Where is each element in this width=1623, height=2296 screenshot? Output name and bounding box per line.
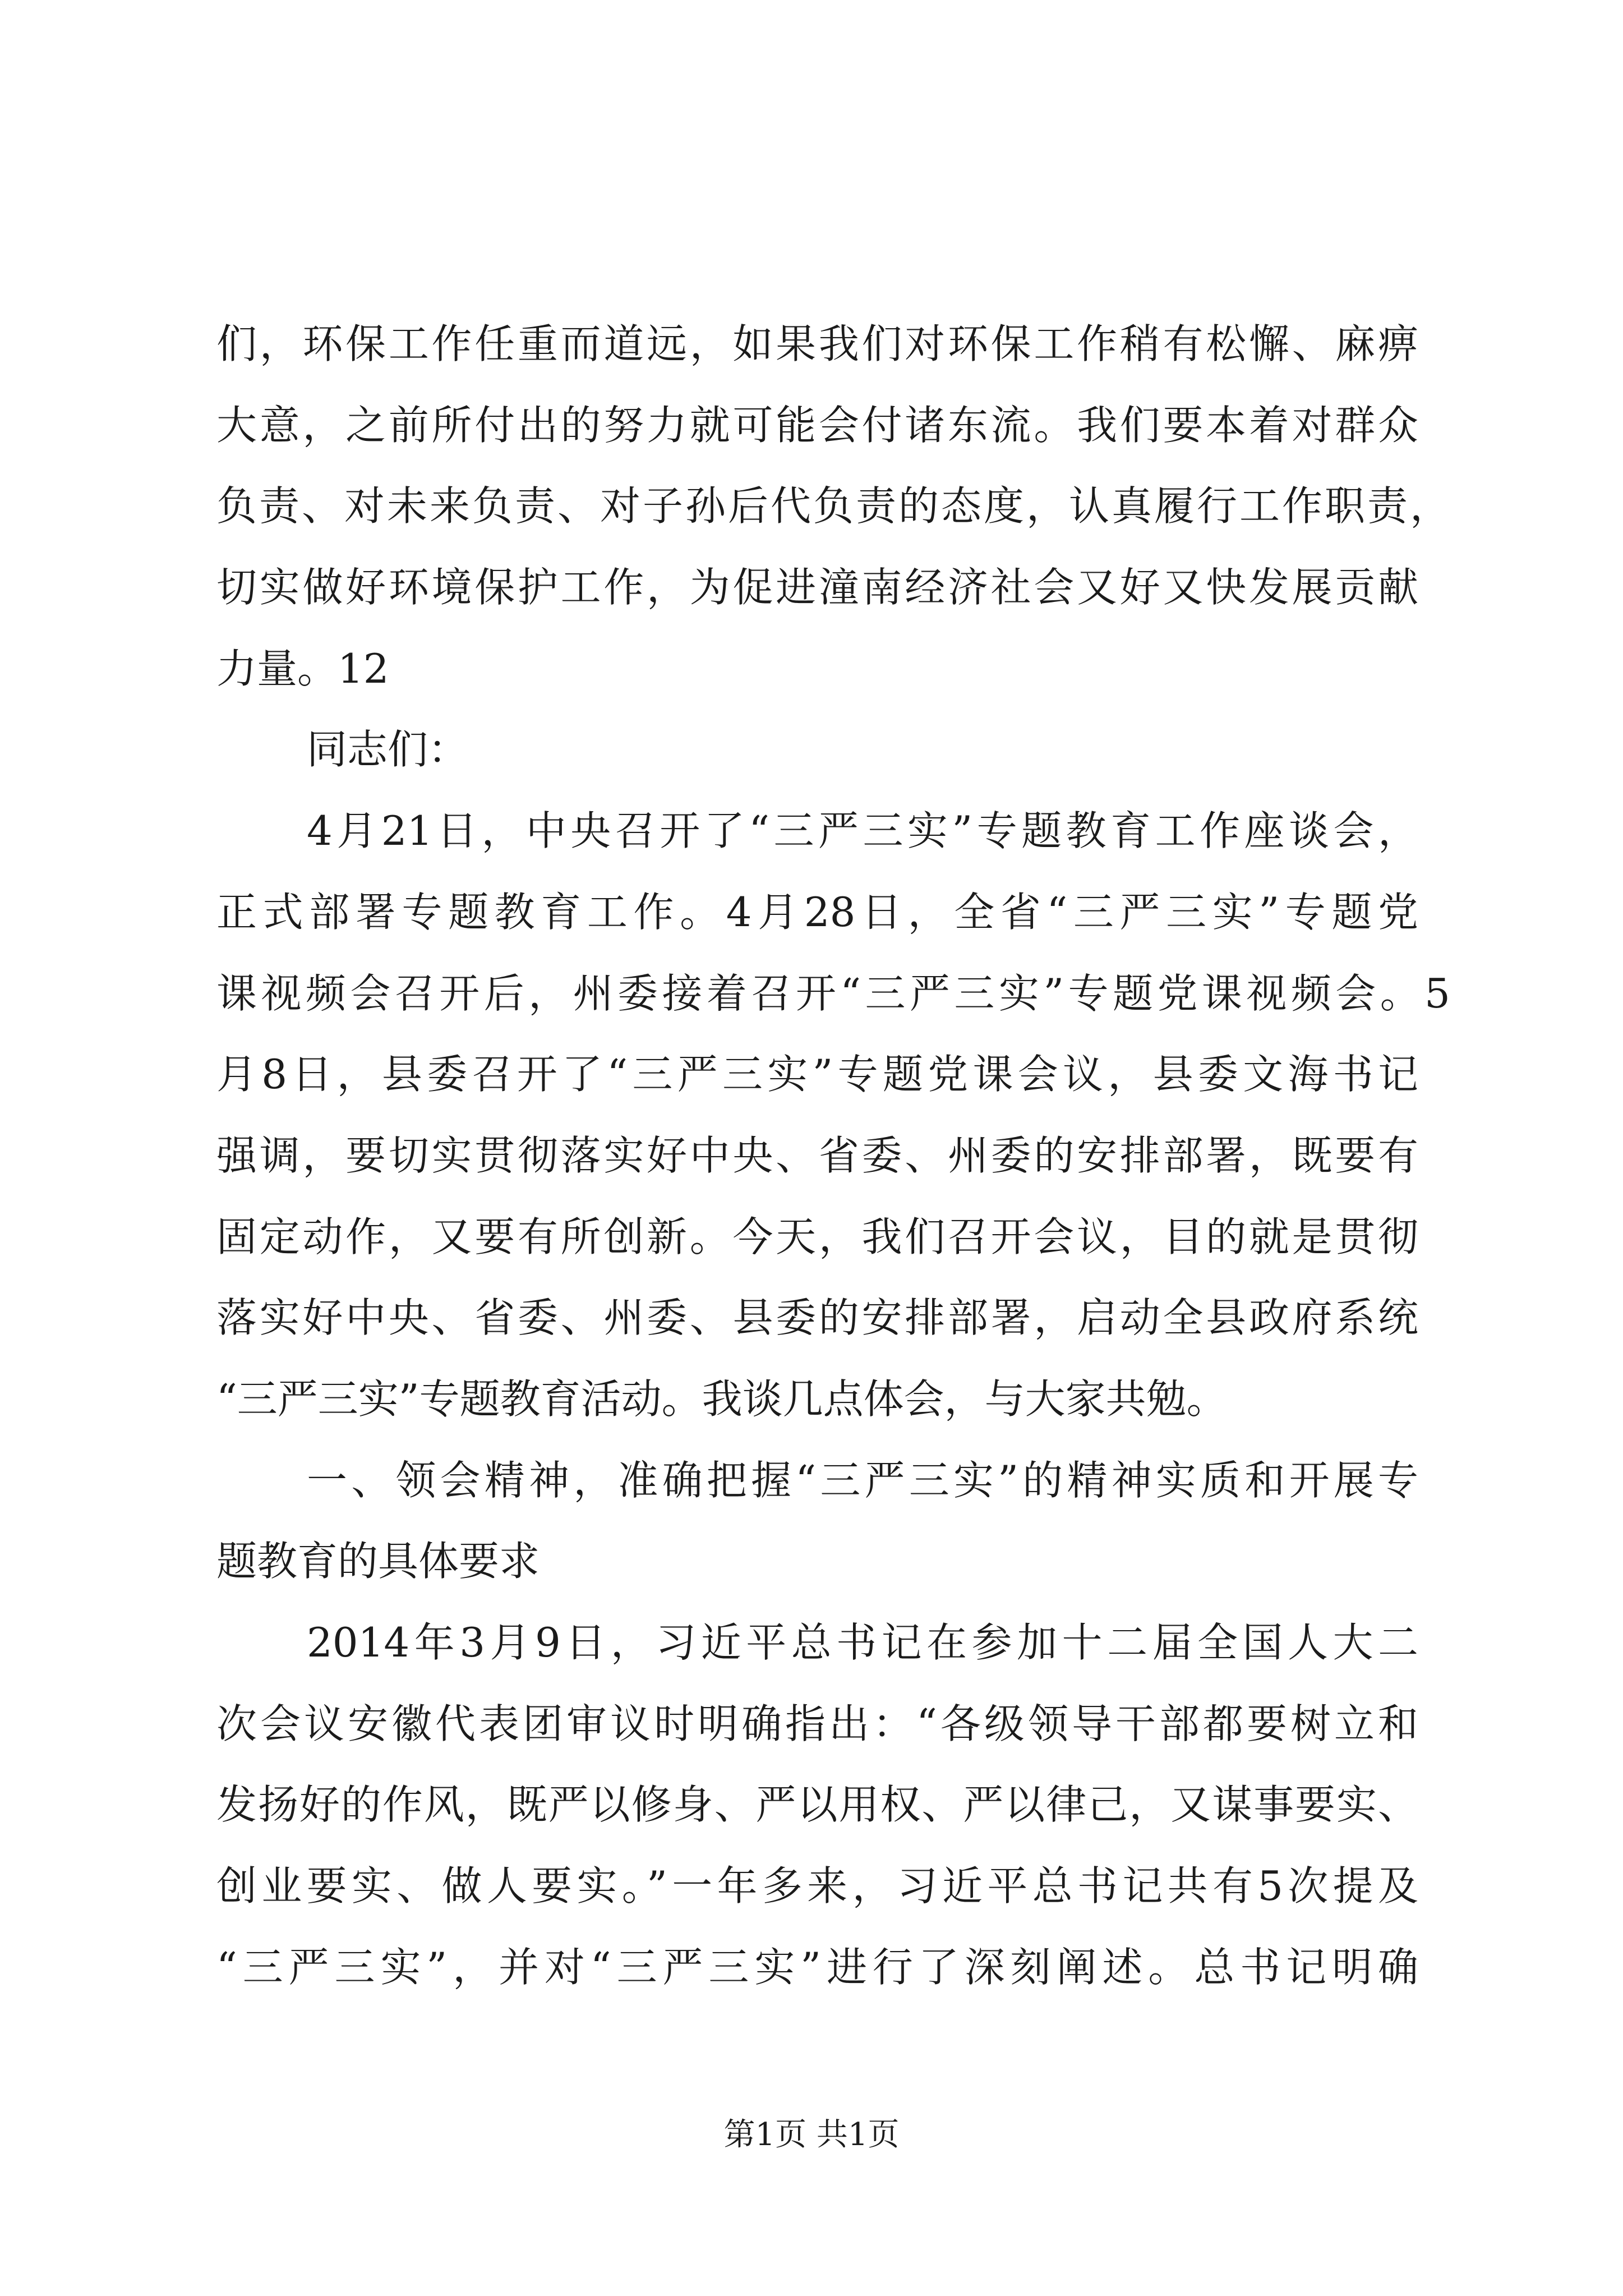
paragraph-line: 落实好中央、省委、州委、县委的安排部署，启动全县政府系统: [216, 1294, 1418, 1342]
paragraph-line: 课视频会召开后，州委接着召开“三严三实”专题党课视频会。5: [216, 969, 1450, 1017]
paragraph-line: 切实做好环境保护工作，为促进潼南经济社会又好又快发展贡献: [216, 564, 1418, 611]
section-heading: [216, 1440, 1418, 1602]
paragraph-line: 力量。12: [216, 645, 389, 692]
section-heading-line: 一、领会精神，准确把握“三严三实”的精神实质和开展专: [307, 1456, 1418, 1504]
page-footer: [0, 2113, 1623, 2157]
paragraph-line: 创业要实、做人要实。”一年多来，习近平总书记共有5次提及: [216, 1862, 1418, 1910]
section-heading-line: 题教育的具体要求: [216, 1538, 540, 1585]
paragraph-line: 月8日，县委召开了“三严三实”专题党课会议，县委文海书记: [216, 1051, 1418, 1098]
salutation: [216, 709, 1418, 790]
paragraph-line: 4月21日，中央召开了“三严三实”专题教育工作座谈会，: [307, 807, 1418, 855]
paragraph-line: 发扬好的作风，既严以修身、严以用权、严以律己，又谋事要实、: [216, 1781, 1418, 1829]
paragraph-line: “三严三实”专题教育活动。我谈几点体会，与大家共勉。: [216, 1375, 1227, 1423]
paragraph-line: 固定动作，又要有所创新。今天，我们召开会议，目的就是贯彻: [216, 1213, 1418, 1260]
page-number-label: 第1页 共1页: [723, 2116, 900, 2153]
paragraph-line: 次会议安徽代表团审议时明确指出：“各级领导干部都要树立和: [216, 1700, 1418, 1747]
paragraph-line: 正式部署专题教育工作。4月28日，全省“三严三实”专题党: [216, 888, 1418, 936]
paragraph-line: 负责、对未来负责、对子孙后代负责的态度，认真履行工作职责，: [216, 482, 1450, 530]
paragraph-line: 强调，要切实贯彻落实好中央、省委、州委的安排部署，既要有: [216, 1131, 1418, 1179]
paragraph: [216, 1602, 1418, 2008]
salutation-line: 同志们：: [307, 726, 469, 774]
paragraph-line: “三严三实”，并对“三严三实”进行了深刻阐述。总书记明确: [216, 1943, 1418, 1991]
document-body: [216, 303, 1450, 2008]
paragraph: [216, 303, 1450, 709]
paragraph-line: 们，环保工作任重而道远，如果我们对环保工作稍有松懈、麻痹: [216, 320, 1418, 367]
paragraph: [216, 790, 1450, 1440]
paragraph-line: 2014年3月9日，习近平总书记在参加十二届全国人大二: [307, 1619, 1418, 1666]
paragraph-line: 大意，之前所付出的努力就可能会付诸东流。我们要本着对群众: [216, 401, 1418, 449]
